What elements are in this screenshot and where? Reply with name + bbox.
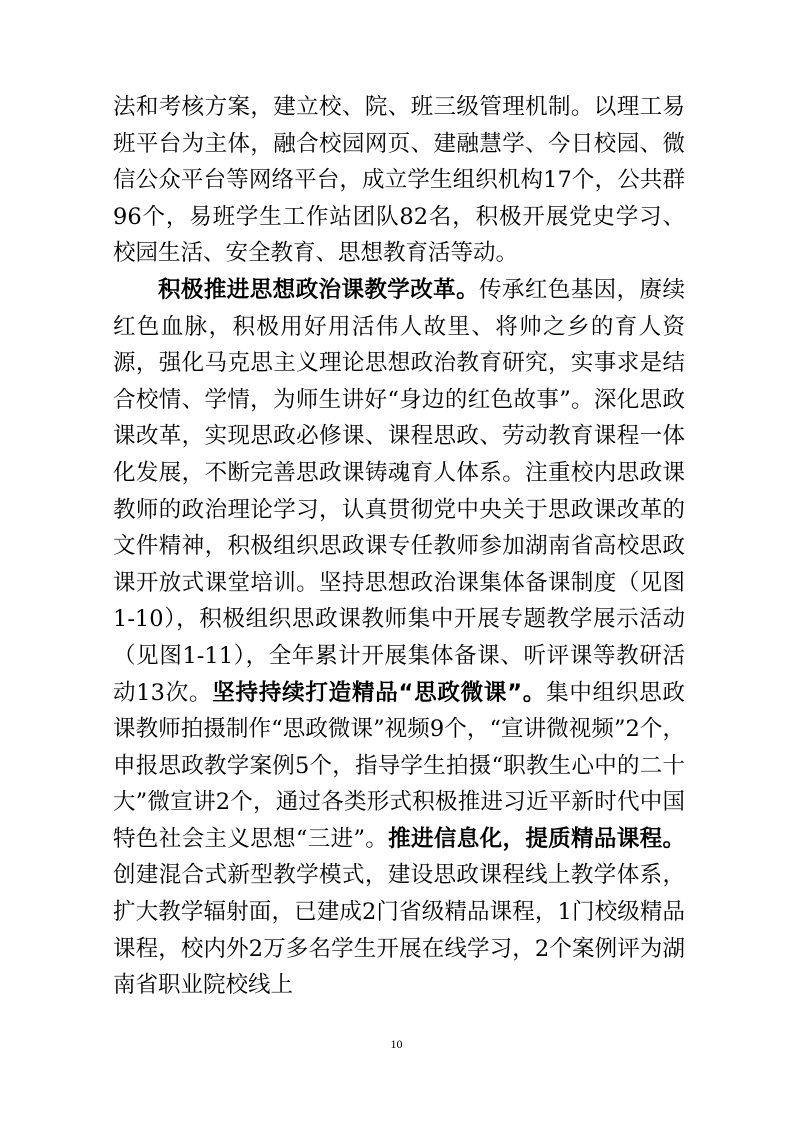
paragraph-2-text-3: 创建混合式新型教学模式，建设思政课程线上教学体系，扩大教学辐射面，已建成2门省级精品课程，1门校级精品课程，校内外2万多名学生开展在线学习，2个案例评为湖南省职业院校线上 xyxy=(113,862,685,999)
document-body xyxy=(113,89,685,1004)
heading-informatization: 推进信息化，提质精品课程。 xyxy=(388,825,685,852)
paragraph-1-text: 法和考核方案，建立校、院、班三级管理机制。以理工易班平台为主体，融合校园网页、建融慧学、今日校园、微信公众平台等网络平台，成立学生组织机构17个，公共群96个，易班学生工作站团队82名，积极开展党史学习、校园生活、安全教育、思想教育活等动。 xyxy=(113,94,685,267)
page-number: 10 xyxy=(390,1037,403,1051)
paragraph-2-text-2: 集中组织思政课教师拍摄制作“思政微课”视频9个，“宣讲微视频”2个，申报思政教学案例5个，指导学生拍摄“职教生心中的二十大”微宣讲2个，通过各类形式积极推进习近平新时代中国特色社会主义思想“三进”。 xyxy=(113,679,685,852)
paragraph-1 xyxy=(113,89,685,272)
heading-ideological-course-reform: 积极推进思想政治课教学改革。 xyxy=(158,276,480,303)
paragraph-2 xyxy=(113,272,685,1004)
heading-micro-course: 坚持持续打造精品“思政微课”。 xyxy=(212,679,547,706)
paragraph-2-text-1: 传承红色基因，赓续红色血脉，积极用好用活伟人故里、将帅之乡的育人资源，强化马克思主义理论思想政治教育研究，实事求是结合校情、学情，为师生讲好“身边的红色故事”。深化思政课改革，实现思政必修课、课程思政、劳动教育课程一体化发展，不断完善思政课铸魂育人体系。注重校内思政课教师的政治理论学习，认真贯彻党中央关于思政课改革的文件精神，积极组织思政课专任教师参加湖南省高校思政课开放式课堂培训。坚持思想政治课集体备课制度（见图1-10），积极组织思政课教师集中开展专题教学展示活动（见图1-11），全年累计开展集体备课、听评课等教研活动13次。 xyxy=(113,276,685,706)
